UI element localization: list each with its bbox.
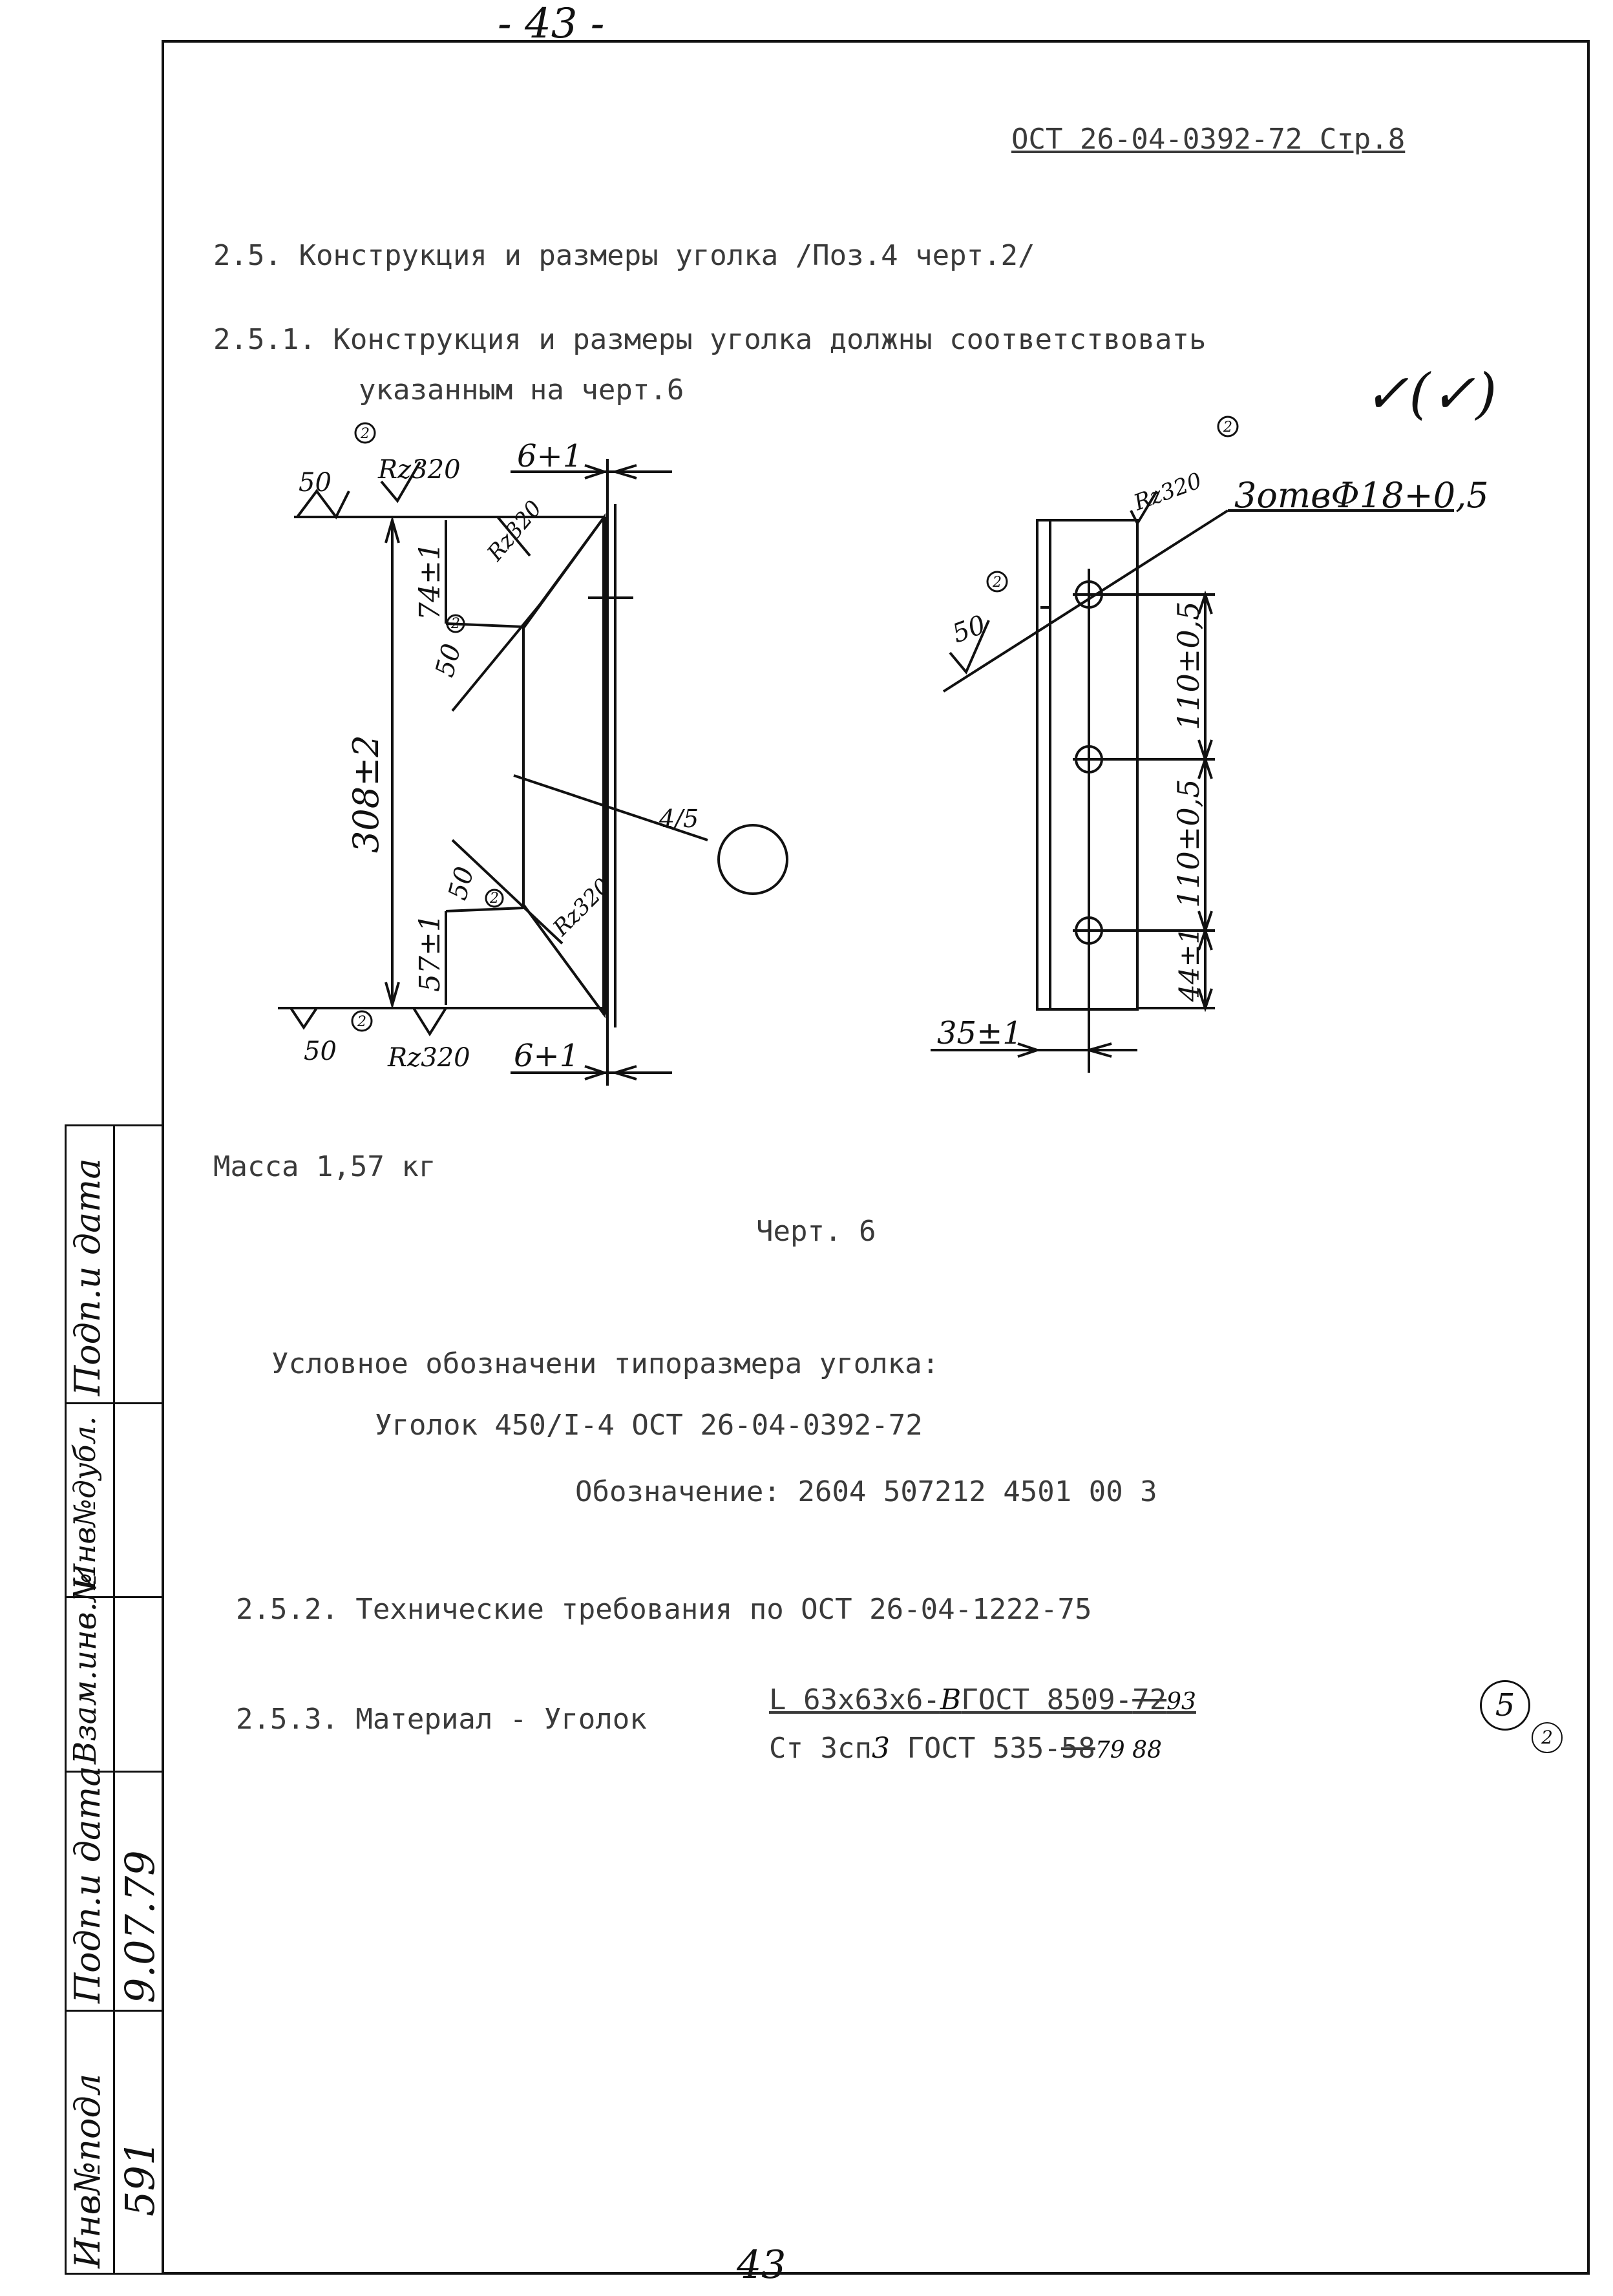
subsection-text-line2: указанным на черт.6 xyxy=(359,374,684,406)
stamp-inv-podl-label: Инв№подл xyxy=(67,2073,108,2268)
stamp-vzam-label: Взам.инв.№ xyxy=(67,1572,103,1764)
material-line1 xyxy=(769,1683,1196,1716)
material-year-struck: 72 xyxy=(1132,1683,1167,1716)
surface-mark-4: 50 xyxy=(443,863,480,903)
dim-lower: 57±1 xyxy=(414,914,447,992)
circle-mark-5: 2 xyxy=(1223,419,1232,436)
roughness-label-1: Rz320 xyxy=(378,455,461,485)
steel-grade: Ст Зсп xyxy=(769,1732,872,1765)
technical-drawing xyxy=(0,0,1613,1111)
mass-text: Масса 1,57 кг xyxy=(213,1150,436,1183)
circle-mark-1: 2 xyxy=(361,426,370,442)
surface-mark-3: 50 xyxy=(430,640,467,680)
technical-requirements: 2.5.2. Технические требования по ОСТ 26-04-1222-75 xyxy=(236,1593,1092,1626)
roughness-label-3: Rz320 xyxy=(548,873,617,942)
surface-mark-right: 50 xyxy=(948,609,990,649)
page-top-number: - 43 - xyxy=(498,0,605,48)
stamp-inv-dubl-label: Инв№дубл. xyxy=(67,1416,102,1590)
steel-grade-handwritten: 3 xyxy=(871,1732,890,1765)
steel-year-handwritten: 79 88 xyxy=(1095,1737,1162,1764)
designation-example: Уголок 450/I-4 ОСТ 26-04-0392-72 xyxy=(375,1409,923,1442)
dim-top: 6+1 xyxy=(517,438,583,474)
material-label: 2.5.3. Материал - Уголок xyxy=(236,1703,647,1736)
roughness-label-2: Rz320 xyxy=(388,1043,470,1073)
designation-heading: Условное обозначени типоразмера уголка: xyxy=(271,1347,940,1380)
page-bottom-number: 43 xyxy=(737,2242,786,2288)
stamp-block xyxy=(65,1124,163,2275)
designation-code: Обозначение: 2604 507212 4501 00 3 xyxy=(575,1475,1157,1508)
dim-height: 308±2 xyxy=(346,735,386,853)
stamp-inv-podl-value: 591 xyxy=(116,2140,163,2217)
dim-spacing-1: 110±0,5 xyxy=(1171,601,1206,730)
material-grade-handwritten: В xyxy=(940,1683,962,1716)
revision-mark-2: 2 xyxy=(1532,1722,1563,1753)
steel-standard: ГОСТ 535- xyxy=(889,1732,1061,1765)
figure-caption: Черт. 6 xyxy=(756,1215,876,1248)
roughness-label-4: Rz320 xyxy=(482,496,547,566)
material-spec: L 63x63x6- xyxy=(769,1683,940,1716)
dim-width: 35±1 xyxy=(937,1015,1022,1051)
stamp-podp-data2-label: Подп.и дата xyxy=(67,1158,108,1396)
surface-mark-1: 50 xyxy=(299,468,332,498)
holes-label: 3отвΦ18+0,5 xyxy=(1234,475,1489,516)
stamp-podp-data-label: Подп.и дата xyxy=(67,1765,108,2003)
circle-mark-4: 2 xyxy=(357,1014,366,1030)
material-standard: ГОСТ 8509- xyxy=(961,1683,1133,1716)
circle-mark-6: 2 xyxy=(993,574,1002,591)
dim-upper: 74±1 xyxy=(414,542,447,620)
document-reference: ОСТ 26-04-0392-72 Стр.8 xyxy=(1011,123,1406,156)
steel-year-struck: 58 xyxy=(1060,1732,1095,1765)
roughness-label-right: Rz320 xyxy=(1130,467,1205,516)
circle-mark-2: 2 xyxy=(451,616,460,632)
section-title: 2.5. Конструкция и размеры уголка /Поз.4 черт.2/ xyxy=(213,239,1035,272)
revision-mark-5: 5 xyxy=(1480,1680,1530,1731)
material-year-handwritten: 93 xyxy=(1166,1689,1196,1715)
subsection-text-line1: 2.5.1. Конструкция и размеры уголка должны соответствовать xyxy=(213,323,1207,356)
dim-bottom: 6+1 xyxy=(514,1038,580,1074)
circle-mark-3: 2 xyxy=(490,890,499,907)
weld-symbol: 4/5 xyxy=(659,805,699,833)
stamp-podp-data-value: 9.07.79 xyxy=(116,1850,163,2003)
check-mark: ✓(✓) xyxy=(1364,362,1497,425)
surface-mark-2: 50 xyxy=(304,1037,337,1066)
dim-spacing-2: 110±0,5 xyxy=(1171,779,1206,908)
material-line2 xyxy=(769,1732,1162,1765)
angle-profile-outline xyxy=(523,517,604,1015)
dim-bottom-offset: 44±1 xyxy=(1174,927,1205,1002)
